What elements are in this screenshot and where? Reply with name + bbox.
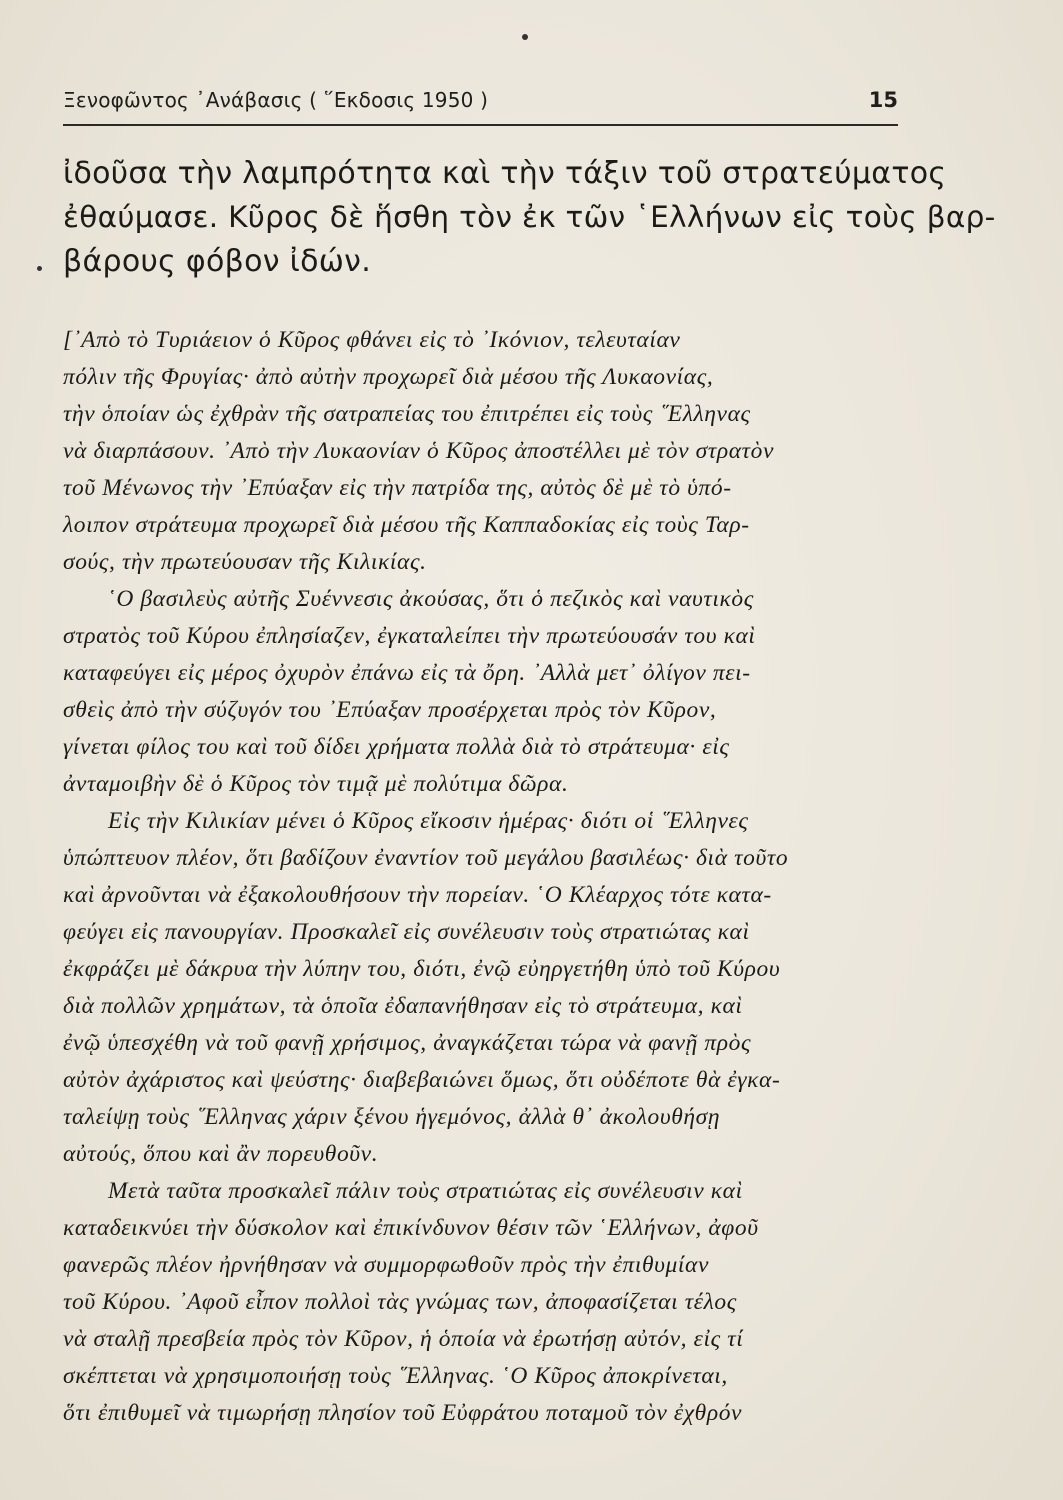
italic-line: καὶ ἀρνοῦνται νὰ ἐξακολουθήσουν τὴν πορείαν. ῾Ο Κλέαρχος τότε κατα- [63, 882, 772, 908]
italic-line: τὴν ὁποίαν ὡς ἐχθρὰν τῆς σατραπείας του ἐπιτρέπει εἰς τοὺς ῞Ελληνας [63, 401, 751, 427]
page-number: 15 [868, 88, 898, 112]
italic-line: φεύγει εἰς πανουργίαν. Προσκαλεῖ εἰς συνέλευσιν τοὺς στρατιώτας καὶ [63, 919, 750, 945]
italic-line: σούς, τὴν πρωτεύουσαν τῆς Κιλικίας. [63, 549, 427, 575]
running-title: Ξενοφῶντος ᾿Ανάβασις ( ῞Εκδοσις 1950 ) [63, 88, 489, 112]
italic-line: καταδεικνύει τὴν δύσκολον καὶ ἐπικίνδυνον θέσιν τῶν ῾Ελλήνων, ἀφοῦ [63, 1215, 759, 1241]
text-line: βάρους φόβον ἰδών. [63, 244, 372, 279]
italic-line: πόλιν τῆς Φρυγίας· ἀπὸ αὐτὴν προχωρεῖ διὰ μέσου τῆς Λυκαονίας, [63, 364, 714, 390]
margin-dot [37, 266, 42, 271]
italic-line: [᾿Απὸ τὸ Τυριάειον ὁ Κῦρος φθάνει εἰς τὸ ᾿Ικόνιον, τελευταίαν [63, 327, 681, 353]
italic-line: σκέπτεται νὰ χρησιμοποιήσῃ τοὺς ῞Ελληνας. ῾Ο Κῦρος ἀποκρίνεται, [63, 1363, 728, 1389]
italic-line: στρατὸς τοῦ Κύρου ἐπλησίαζεν, ἐγκαταλείπει τὴν πρωτεύουσάν του καὶ [63, 623, 756, 649]
header-rule [63, 124, 898, 126]
ink-speck [522, 34, 528, 40]
italic-line: σθεὶς ἀπὸ τὴν σύζυγόν του ᾿Επύαξαν προσέρχεται πρὸς τὸν Κῦρον, [63, 697, 717, 723]
italic-line: τοῦ Κύρου. ᾿Αφοῦ εἶπον πολλοὶ τὰς γνώμας των, ἀποφασίζεται τέλος [63, 1289, 737, 1315]
italic-line: καταφεύγει εἰς μέρος ὀχυρὸν ἐπάνω εἰς τὰ ὄρη. ᾿Αλλὰ μετ᾿ ὀλίγον πει- [63, 660, 751, 686]
italic-line: Μετὰ ταῦτα προσκαλεῖ πάλιν τοὺς στρατιώτας εἰς συνέλευσιν καὶ [108, 1178, 743, 1204]
italic-line: νὰ σταλῇ πρεσβεία πρὸς τὸν Κῦρον, ἡ ὁποία νὰ ἐρωτήσῃ αὐτόν, εἰς τί [63, 1326, 744, 1352]
italic-line: ἐνῷ ὑπεσχέθη νὰ τοῦ φανῇ χρήσιμος, ἀναγκάζεται τώρα νὰ φανῇ πρὸς [63, 1030, 752, 1056]
italic-line: γίνεται φίλος του καὶ τοῦ δίδει χρήματα πολλὰ διὰ τὸ στράτευμα· εἰς [63, 734, 730, 760]
italic-line: τοῦ Μένωνος τὴν ᾿Επύαξαν εἰς τὴν πατρίδα της, αὐτὸς δὲ μὲ τὸ ὑπό- [63, 475, 732, 501]
italic-line: ὑπώπτευον πλέον, ὅτι βαδίζουν ἐναντίον τοῦ μεγάλου βασιλέως· διὰ τοῦτο [63, 845, 789, 871]
italic-line: αὐτὸν ἀχάριστος καὶ ψεύστης· διαβεβαιώνει ὅμως, ὅτι οὐδέποτε θὰ ἐγκα- [63, 1067, 781, 1093]
italic-line: ὅτι ἐπιθυμεῖ νὰ τιμωρήσῃ πλησίον τοῦ Εὐφράτου ποταμοῦ τὸν ἐχθρόν [63, 1400, 743, 1426]
italic-line: διὰ πολλῶν χρημάτων, τὰ ὁποῖα ἐδαπανήθησαν εἰς τὸ στράτευμα, καὶ [63, 993, 743, 1019]
italic-line: ταλείψῃ τοὺς ῞Ελληνας χάριν ξένου ἡγεμόνος, ἀλλὰ θ᾿ ἀκολουθήσῃ [63, 1104, 721, 1130]
italic-line: νὰ διαρπάσουν. ᾿Απὸ τὴν Λυκαονίαν ὁ Κῦρος ἀποστέλλει μὲ τὸν στρατὸν [63, 438, 775, 464]
italic-line: αὐτούς, ὅπου καὶ ἂν πορευθοῦν. [63, 1141, 379, 1167]
italic-line: ἐκφράζει μὲ δάκρυα τὴν λύπην του, διότι, ἐνῷ εὐηργετήθη ὑπὸ τοῦ Κύρου [63, 956, 781, 982]
italic-line: λοιπον στράτευμα προχωρεῖ διὰ μέσου τῆς Καππαδοκίας εἰς τοὺς Ταρ- [63, 512, 750, 538]
text-line: ἰδοῦσα τὴν λαμπρότητα καὶ τὴν τάξιν τοῦ στρατεύματος [63, 156, 947, 191]
page-header [63, 88, 898, 120]
text-line: ἐθαύμασε. Κῦρος δὲ ἥσθη τὸν ἐκ τῶν ῾Ελλήνων εἰς τοὺς βαρ- [63, 200, 996, 234]
italic-line: φανερῶς πλέον ἠρνήθησαν νὰ συμμορφωθοῦν πρὸς τὴν ἐπιθυμίαν [63, 1252, 710, 1278]
italic-line: ῾Ο βασιλεὺς αὐτῆς Συέννεσις ἀκούσας, ὅτι ὁ πεζικὸς καὶ ναυτικὸς [108, 586, 754, 612]
italic-line: Εἰς τὴν Κιλικίαν μένει ὁ Κῦρος εἴκοσιν ἡμέρας· διότι οἱ ῞Ελληνες [108, 808, 749, 834]
italic-line: ἀνταμοιβὴν δὲ ὁ Κῦρος τὸν τιμᾷ μὲ πολύτιμα δῶρα. [63, 771, 569, 797]
